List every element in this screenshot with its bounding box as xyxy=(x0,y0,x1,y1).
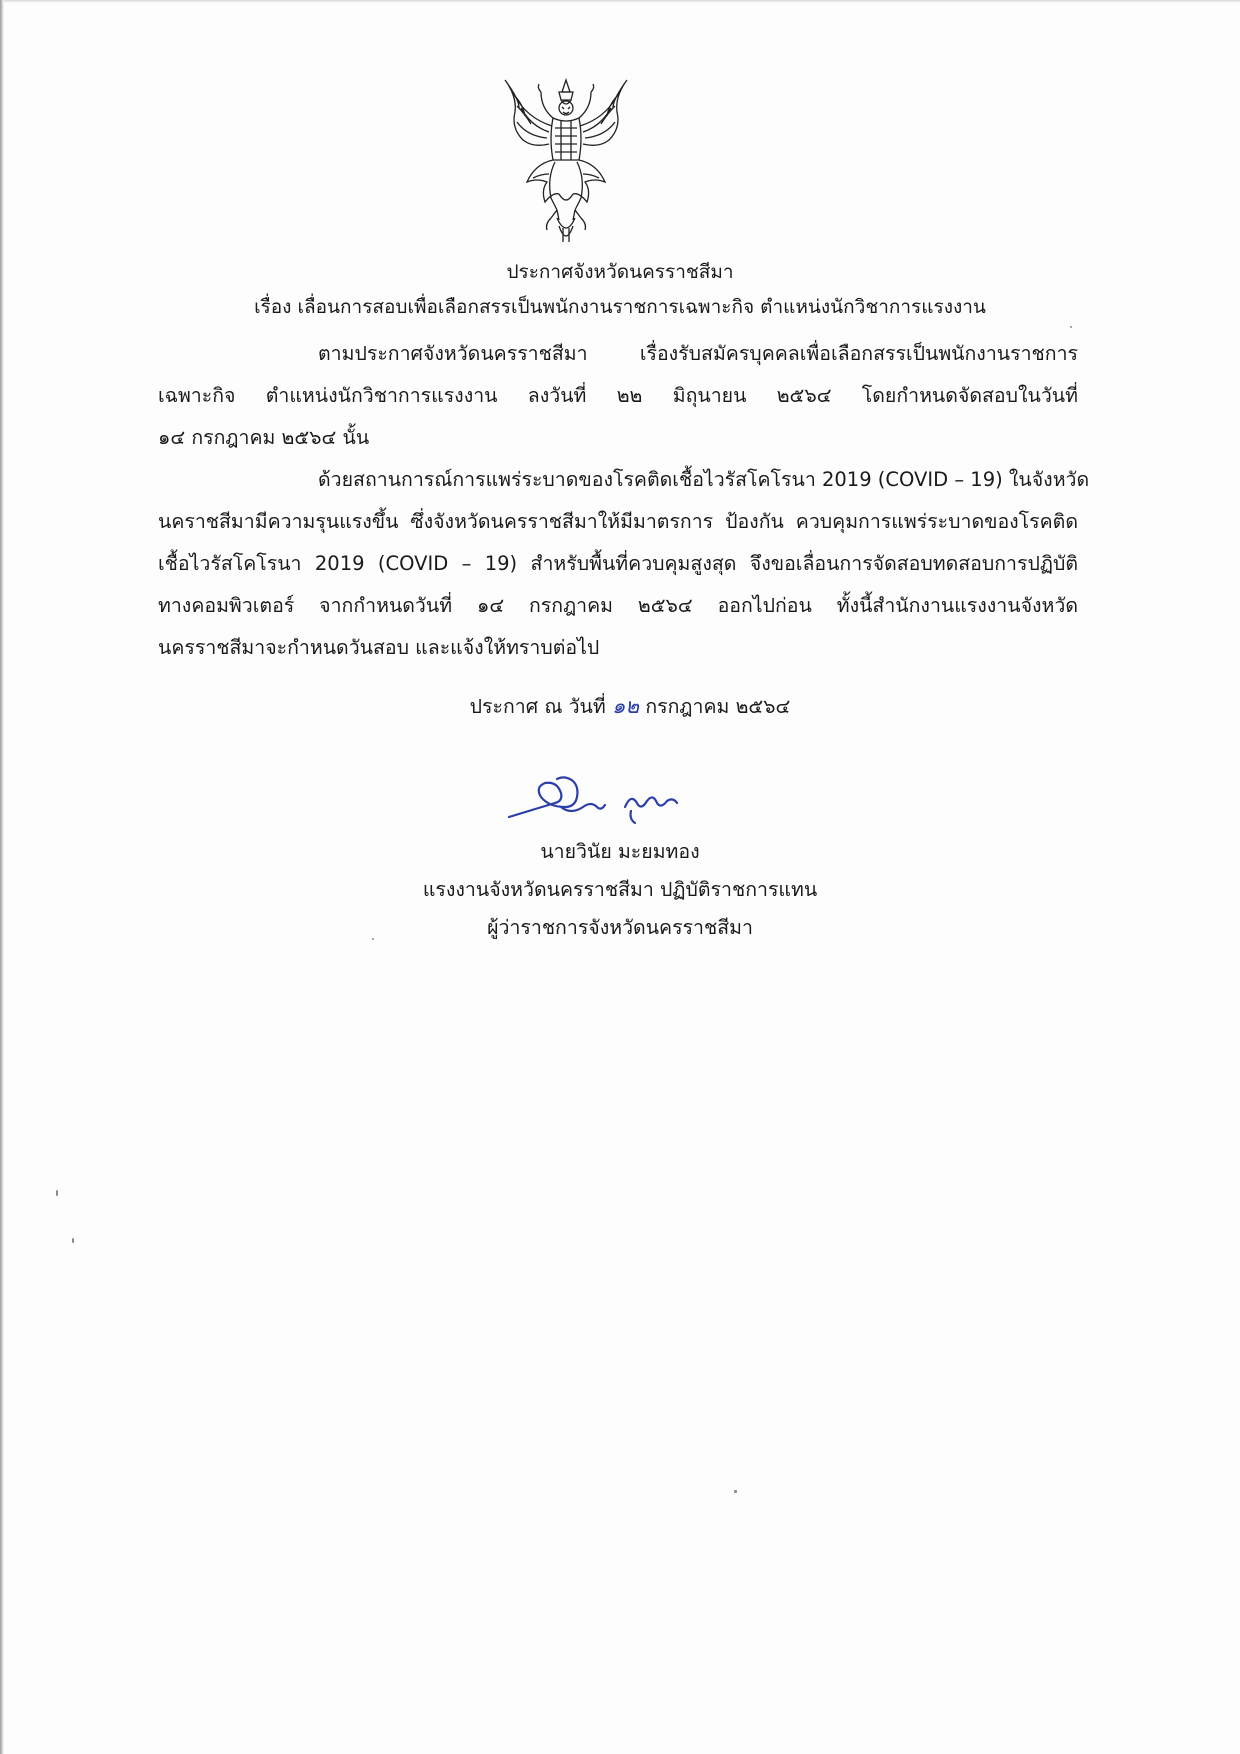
announcement-date xyxy=(0,690,1240,723)
announcement-subject: เรื่อง เลื่อนการสอบเพื่อเลือกสรรเป็นพนักงานราชการเฉพาะกิจ ตำแหน่งนักวิชาการแรงงาน xyxy=(254,296,986,318)
scan-speck xyxy=(72,1238,74,1243)
scan-speck xyxy=(372,938,374,940)
handwritten-day: ๑๒ xyxy=(611,694,640,718)
garuda-emblem-icon xyxy=(497,78,635,248)
scan-speck xyxy=(1070,326,1072,328)
paragraph-line: นครราชสีมาจะกำหนดวันสอบ และแจ้งให้ทราบต่อไป xyxy=(158,636,600,659)
paragraph-line: เฉพาะกิจ ตำแหน่งนักวิชาการแรงงาน ลงวันที่ ๒๒ มิถุนายน ๒๕๖๔ โดยกำหนดจัดสอบในวันที่ xyxy=(158,384,1078,407)
paragraph-line: ๑๔ กรกฎาคม ๒๕๖๔ นั้น xyxy=(158,426,370,449)
paragraph-line: ตามประกาศจังหวัดนครราชสีมา เรื่องรับสมัครบุคคลเพื่อเลือกสรรเป็นพนักงานราชการ xyxy=(318,342,1078,365)
scan-edge-top xyxy=(0,0,1240,3)
date-prefix: ประกาศ ณ วันที่ xyxy=(469,695,606,718)
paragraph-postponement xyxy=(158,459,1090,669)
signature-mark xyxy=(505,757,690,829)
signatory-title: ผู้ว่าราชการจังหวัดนครราชสีมา xyxy=(487,916,753,939)
date-month-year: กรกฎาคม ๒๕๖๔ xyxy=(645,695,791,718)
scan-speck xyxy=(734,1490,737,1493)
signatory-title: แรงงานจังหวัดนครราชสีมา ปฏิบัติราชการแทน xyxy=(422,878,818,901)
paragraph-reference xyxy=(158,333,1078,459)
paragraph-line: นคราชสีมามีความรุนแรงขึ้น ซึ่งจังหวัดนครราชสีมาให้มีมาตรการ ป้องกัน ควบคุมการแพร่ระบาดของโรคติด xyxy=(158,510,1078,533)
scan-speck xyxy=(56,1190,58,1196)
paragraph-line: เชื้อไวรัสโคโรนา 2019 (COVID – 19) สำหรับพื้นที่ควบคุมสูงสุด จึงขอเลื่อนการจัดสอบทดสอบการปฏิบัติ xyxy=(158,552,1078,575)
paragraph-line: ด้วยสถานการณ์การแพร่ระบาดของโรคติดเชื้อไวรัสโคโรนา 2019 (COVID – 19) ในจังหวัด xyxy=(318,468,1090,491)
paragraph-line: ทางคอมพิวเตอร์ จากกำหนดวันที่ ๑๔ กรกฎาคม ๒๕๖๔ ออกไปก่อน ทั้งนี้สำนักงานแรงงานจังหวัด xyxy=(158,594,1078,617)
signatory-name: นายวินัย มะยมทอง xyxy=(540,840,700,863)
announcement-title: ประกาศจังหวัดนครราชสีมา xyxy=(506,261,734,283)
